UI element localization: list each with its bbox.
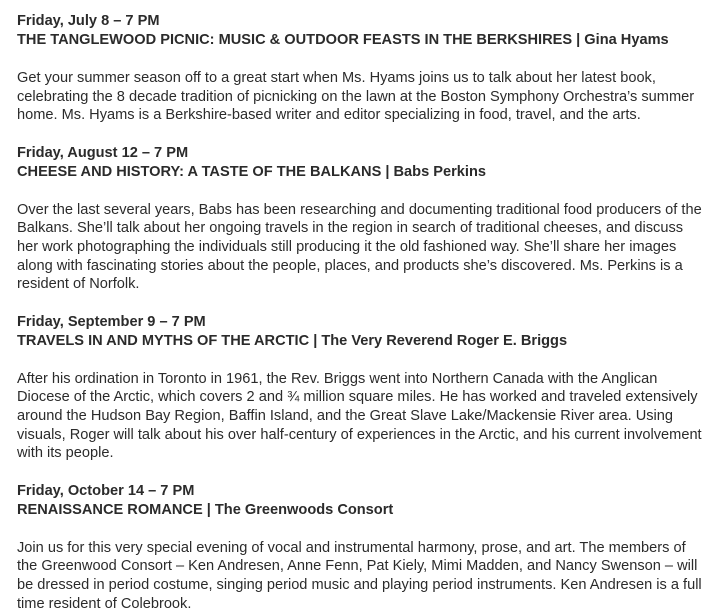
event-item-september bbox=[17, 313, 704, 463]
event-date: Friday, August 12 – 7 PM bbox=[17, 144, 189, 161]
event-item-july bbox=[17, 12, 704, 125]
event-title: CHEESE AND HISTORY: A TASTE OF THE BALKANS | Babs Perkins bbox=[17, 163, 486, 180]
event-date: Friday, September 9 – 7 PM bbox=[17, 313, 206, 330]
event-item-august bbox=[17, 144, 704, 294]
event-item-october bbox=[17, 482, 704, 613]
event-title: RENAISSANCE ROMANCE | The Greenwoods Consort bbox=[17, 501, 394, 518]
event-date: Friday, October 14 – 7 PM bbox=[17, 482, 195, 499]
event-description: Join us for this very special evening of vocal and instrumental harmony, prose, and art. The members of the Greenwood Consort – Ken Andresen, Anne Fenn, Pat Kiely, Mimi Madden, and Nancy Swenson – will be dressed in period costume, singing period music and playing period instruments. Ken Andresen is a full time resident of Colebrook. bbox=[17, 539, 702, 612]
event-description: Get your summer season off to a great start when Ms. Hyams joins us to talk about her latest book, celebrating the 8 decade tradition of picnicking on the lawn at the Boston Symphony Orchestra’s summer home. Ms. Hyams is a Berkshire-based writer and editor specializing in food, travel, and the arts. bbox=[17, 70, 695, 124]
event-title: THE TANGLEWOOD PICNIC: MUSIC & OUTDOOR FEASTS IN THE BERKSHIRES | Gina Hyams bbox=[17, 32, 669, 48]
event-date: Friday, July 8 – 7 PM bbox=[17, 13, 160, 29]
event-title: TRAVELS IN AND MYTHS OF THE ARCTIC | The Very Reverend Roger E. Briggs bbox=[17, 332, 568, 349]
event-description: After his ordination in Toronto in 1961, the Rev. Briggs went into Northern Canada with the Anglican Diocese of the Arctic, which covers 2 and ¾ million square miles. He has worked and traveled extensively around the Hudson Bay Region, Baffin Island, and the Great Slave Lake/Mackensie River area. Using visuals, Roger will talk about his over half-century of experiences in the Arctic, and his current involvement with its people. bbox=[17, 370, 702, 462]
event-description: Over the last several years, Babs has been researching and documenting traditional food producers of the Balkans. She’ll talk about her ongoing travels in the region in search of traditional cheeses, and discuss her work photographing the individuals still producing it the old fashioned way. She’ll share her images along with fascinating stories about the people, places, and products she’s discovered. Ms. Perkins is a resident of Norfolk. bbox=[17, 201, 702, 293]
